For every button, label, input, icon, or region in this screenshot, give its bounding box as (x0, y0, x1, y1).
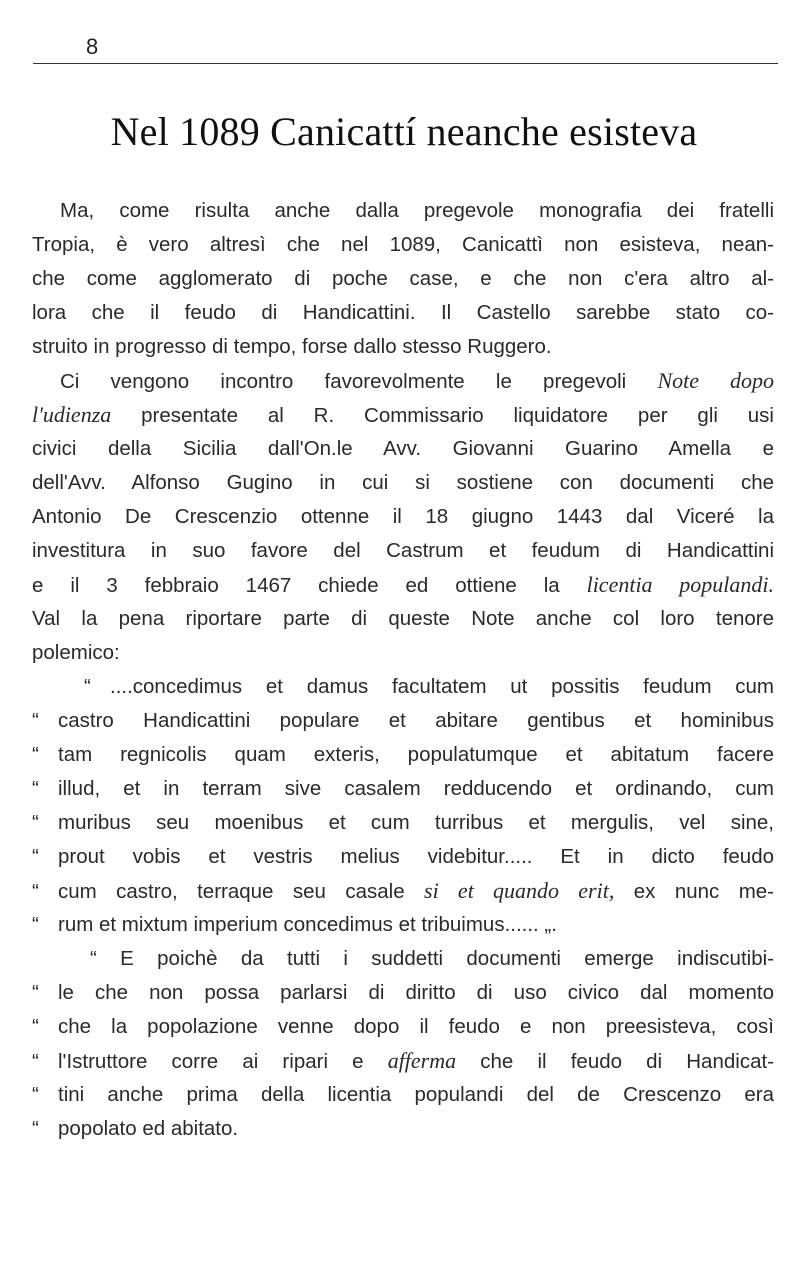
quote-line: “ popolato ed abitato. (32, 1112, 774, 1146)
text-line: che come agglomerato di poche case, e che non c'era altro al- (32, 267, 774, 290)
header-rule (33, 63, 778, 64)
quote-mark: “ (32, 777, 39, 800)
page-title: Nel 1089 Canicattí neanche esisteva (110, 109, 698, 154)
text-line: l'udienza presentate al R. Commissario liquidatore per gli usi (32, 402, 774, 427)
quote-line: “ E poichè da tutti i suddetti documenti emerge indiscutibi- (90, 947, 774, 970)
text-line: investitura in suo favore del Castrum et feudum di Handicattini (32, 539, 774, 562)
text-line: Ci vengono incontro favorevolmente le pregevoli Note dopo (60, 368, 774, 393)
quote-line: “ tam regnicolis quam exteris, populatumque et abitatum facere (32, 738, 774, 772)
quote-mark: “ (32, 743, 39, 766)
text-line: Tropia, è vero altresì che nel 1089, Canicattì non esisteva, nean- (32, 233, 774, 256)
quote-mark: “ (32, 709, 39, 732)
page-number: 8 (86, 34, 99, 59)
quote-line: “ ....concedimus et damus facultatem ut possitis feudum cum (32, 670, 774, 704)
quote-line: “ illud, et in terram sive casalem redducendo et ordinando, cum (32, 772, 774, 806)
quote-mark: “ (32, 811, 39, 834)
quote-line: “ l'Istruttore corre ai ripari e afferma che il feudo di Handicat- (32, 1044, 774, 1078)
quote-mark: “ (32, 1117, 39, 1140)
quote-mark: “ (32, 913, 39, 936)
paragraph-2 (32, 364, 774, 670)
text-line: polemico: (32, 641, 120, 664)
quote-block-2 (32, 942, 774, 1146)
quote-line: “ cum castro, terraque seu casale si et quando erit, ex nunc me- (32, 874, 774, 908)
text-line: e il 3 febbraio 1467 chiede ed ottiene la licentia populandi. (32, 572, 775, 597)
quote-line: “ tini anche prima della licentia populandi del de Crescenzo era (32, 1078, 774, 1112)
text-line: Ma, come risulta anche dalla pregevole monografia dei fratelli (60, 199, 774, 222)
quote-mark: “ (32, 1050, 39, 1073)
quote-mark: “ (84, 675, 91, 698)
text-line: struito in progresso di tempo, forse dallo stesso Ruggero. (32, 335, 552, 358)
quote-line: “ prout vobis et vestris melius videbitur..... Et in dicto feudo (32, 840, 774, 874)
quote-mark: “ (32, 845, 39, 868)
quote-line: “ castro Handicattini populare et abitare gentibus et hominibus (32, 704, 774, 738)
quote-line: “ rum et mixtum imperium concedimus et tribuimus...... „. (32, 908, 774, 942)
text-line: Antonio De Crescenzio ottenne il 18 giugno 1443 dal Viceré la (32, 505, 774, 528)
text-line: civici della Sicilia dall'On.le Avv. Giovanni Guarino Amella e (32, 437, 774, 460)
quote-mark: “ (32, 880, 39, 903)
text-line: Val la pena riportare parte di queste Note anche col loro tenore (32, 607, 774, 630)
document-body (32, 194, 774, 1146)
quote-mark: “ (32, 1015, 39, 1038)
quote-block-1 (32, 670, 774, 942)
quote-mark: “ (32, 1083, 39, 1106)
quote-line: “ le che non possa parlarsi di diritto di uso civico dal momento (32, 976, 774, 1010)
quote-line: “ muribus seu moenibus et cum turribus et mergulis, vel sine, (32, 806, 774, 840)
text-line: dell'Avv. Alfonso Gugino in cui si sostiene con documenti che (32, 471, 774, 494)
paragraph-1 (32, 194, 774, 364)
quote-line: “ che la popolazione venne dopo il feudo e non preesisteva, così (32, 1010, 774, 1044)
text-line: lora che il feudo di Handicattini. Il Castello sarebbe stato co- (32, 301, 774, 324)
quote-mark: “ (32, 981, 39, 1004)
